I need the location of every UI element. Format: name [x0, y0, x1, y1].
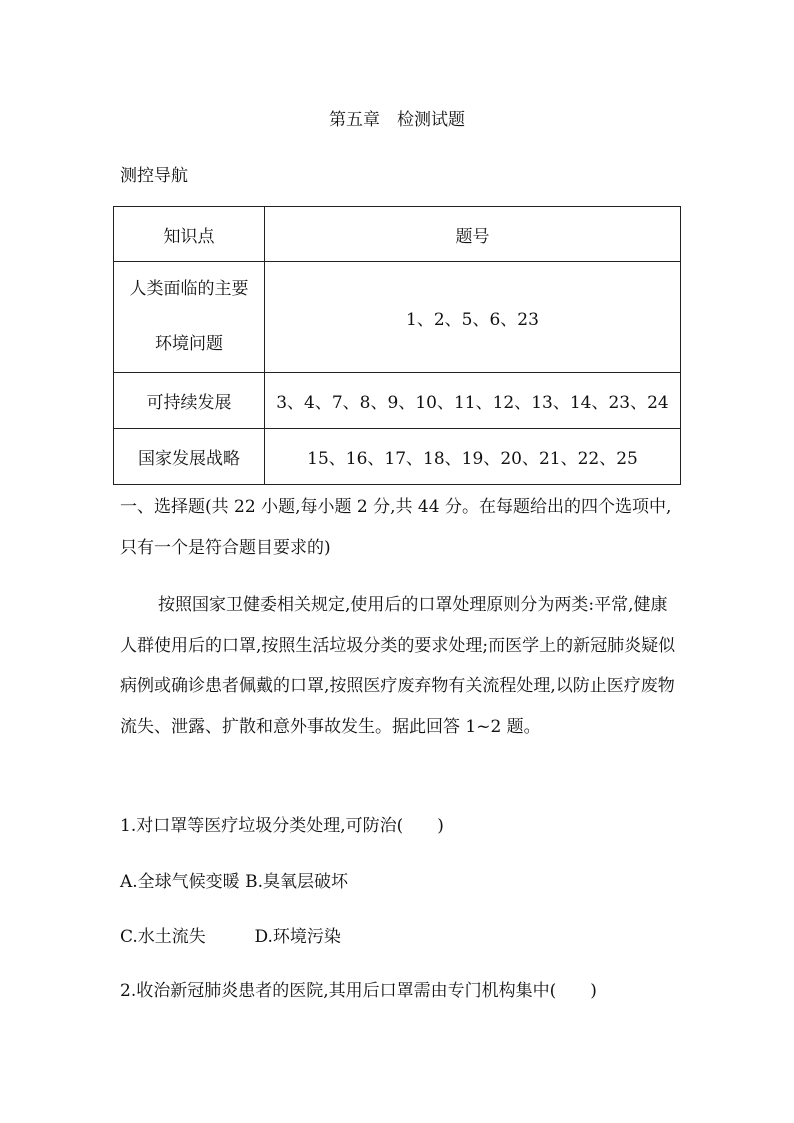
question-2-stem: 2.收治新冠肺炎患者的医院,其用后口罩需由专门机构集中( )	[120, 981, 597, 1001]
topic-cell	[114, 262, 265, 373]
section-title: 一、选择题(共 22 小题,每小题 2 分,共 44 分。在每题给出的四个选项中,只有一个是符合题目要求的)	[120, 497, 672, 558]
nav-table	[113, 206, 681, 485]
nav-heading: 测控导航	[120, 166, 188, 186]
option-b: B.臭氧层破坏	[245, 872, 348, 892]
numbers-cell: 15、16、17、18、19、20、21、22、25	[265, 429, 681, 485]
topic-cell: 可持续发展	[114, 373, 265, 429]
page-title: 第五章 检测试题	[329, 110, 465, 130]
option-d: D.环境污染	[254, 927, 341, 947]
question-1-options-ab	[120, 867, 348, 892]
option-a: A.全球气候变暖	[120, 872, 240, 892]
option-c: C.水土流失	[120, 927, 206, 947]
topic-cell: 国家发展战略	[114, 429, 265, 485]
numbers-cell: 3、4、7、8、9、10、11、12、13、14、23、24	[265, 373, 681, 429]
table-row	[114, 429, 681, 485]
question-1-options-cd	[120, 922, 341, 947]
header-numbers: 题号	[265, 207, 681, 262]
table-row	[114, 373, 681, 429]
table-row	[114, 262, 681, 373]
header-topic: 知识点	[114, 207, 265, 262]
table-header-row	[114, 207, 681, 262]
question-1-stem: 1.对口罩等医疗垃圾分类处理,可防治( )	[120, 816, 444, 836]
passage: 按照国家卫健委相关规定,使用后的口罩处理原则分为两类:平常,健康人群使用后的口罩,按照生活垃圾分类的要求处理;而医学上的新冠肺炎疑似病例或确诊患者佩戴的口罩,按照医疗废弃物有关流程处理,以防止医疗废物流失、泄露、扩散和意外事故发生。据此回答 1~2 题。	[120, 595, 676, 737]
topic-line-2: 环境问题	[155, 334, 223, 354]
topic-line-1: 人类面临的主要	[129, 279, 249, 299]
numbers-cell: 1、2、5、6、23	[265, 262, 681, 373]
